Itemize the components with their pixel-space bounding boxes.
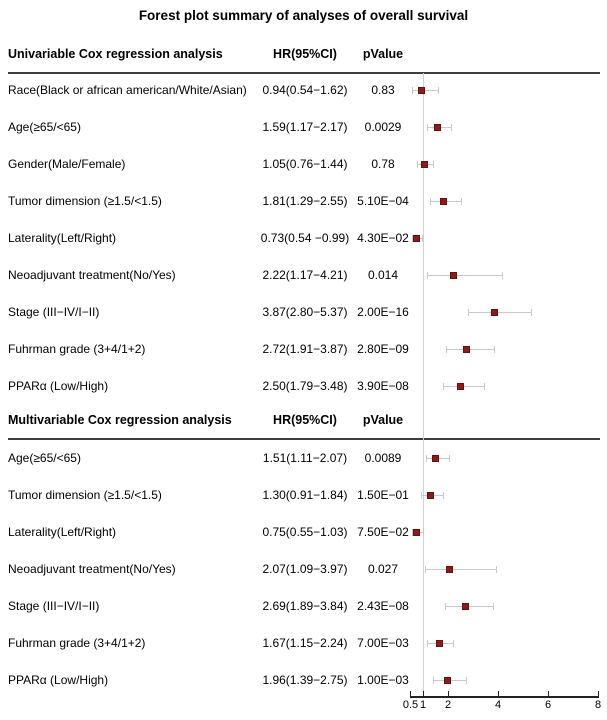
ci-cap-right — [531, 309, 532, 316]
ci-bar — [468, 312, 532, 313]
axis-tick — [498, 691, 499, 696]
axis-tick — [423, 691, 424, 696]
table-row — [0, 183, 607, 220]
ci-cap-right — [443, 492, 444, 499]
ci-cap-left — [412, 87, 413, 94]
section-header-univariable — [0, 36, 607, 72]
row-pvalue: 0.78 — [371, 157, 395, 171]
ci-cap-left — [427, 640, 428, 647]
ci-cap-left — [426, 455, 427, 462]
table-row — [0, 588, 607, 625]
row-hr-ci: 1.67(1.15−2.24) — [262, 636, 348, 650]
row-hr-ci: 0.94(0.54−1.62) — [262, 83, 348, 97]
table-row — [0, 625, 607, 662]
ci-cap-right — [496, 566, 497, 573]
row-label: Age(≥65/<65) — [8, 451, 81, 465]
row-hr-ci: 1.51(1.11−2.07) — [262, 451, 348, 465]
axis-tick — [410, 691, 411, 696]
axis-tick — [448, 691, 449, 696]
row-pvalue: 3.90E−08 — [357, 379, 409, 393]
row-pvalue: 0.0029 — [364, 120, 402, 134]
axis-tick-label: 1 — [419, 699, 427, 711]
row-hr-ci: 2.22(1.17−4.21) — [262, 268, 348, 282]
row-label: PPARα (Low/High) — [8, 673, 109, 687]
table-row — [0, 146, 607, 183]
row-label: PPARα (Low/High) — [8, 379, 109, 393]
ci-cap-left — [417, 161, 418, 168]
hr-marker — [463, 346, 470, 353]
hr-marker — [462, 603, 469, 610]
axis-tick — [548, 691, 549, 696]
table-row — [0, 331, 607, 368]
axis-tick-label: 2 — [444, 699, 452, 711]
table-row — [0, 477, 607, 514]
row-pvalue: 7.50E−02 — [357, 525, 409, 539]
row-hr-ci: 1.05(0.76−1.44) — [262, 157, 348, 171]
hr-marker — [436, 640, 443, 647]
ci-cap-right — [438, 87, 439, 94]
ci-bar — [427, 275, 503, 276]
row-label: Stage (III−IV/I−II) — [8, 305, 100, 319]
section-title: Univariable Cox regression analysis — [8, 47, 223, 61]
ci-cap-right — [466, 677, 467, 684]
ci-cap-right — [484, 383, 485, 390]
ci-cap-left — [421, 492, 422, 499]
row-pvalue: 2.00E−16 — [357, 305, 409, 319]
table-row — [0, 109, 607, 146]
row-hr-ci: 1.30(0.91−1.84) — [262, 488, 348, 502]
page-title: Forest plot summary of analyses of overall survival — [138, 8, 469, 23]
table-row — [0, 257, 607, 294]
table-row — [0, 440, 607, 477]
hr-marker — [427, 492, 434, 499]
ci-cap-right — [449, 455, 450, 462]
ci-cap-left — [430, 198, 431, 205]
row-label: Laterality(Left/Right) — [8, 231, 117, 245]
row-label: Fuhrman grade (3+4/1+2) — [8, 636, 146, 650]
axis-tick — [598, 691, 599, 696]
row-label: Neoadjuvant treatment(No/Yes) — [8, 268, 176, 282]
row-label: Tumor dimension (≥1.5/<1.5) — [8, 488, 162, 502]
ci-cap-right — [422, 235, 423, 242]
ci-cap-right — [453, 640, 454, 647]
ci-bar — [412, 90, 439, 91]
row-hr-ci: 2.69(1.89−3.84) — [262, 599, 348, 613]
row-pvalue: 0.014 — [367, 268, 399, 282]
row-pvalue: 0.027 — [367, 562, 399, 576]
column-header-pvalue: pValue — [362, 413, 404, 427]
column-header-pvalue: pValue — [362, 47, 404, 61]
row-pvalue: 7.00E−03 — [357, 636, 409, 650]
section-header-multivariable — [0, 403, 607, 438]
ci-cap-right — [433, 161, 434, 168]
ci-bar — [446, 349, 495, 350]
row-pvalue: 0.0089 — [364, 451, 402, 465]
ci-bar — [425, 569, 497, 570]
ci-bar — [445, 606, 494, 607]
ci-cap-right — [494, 346, 495, 353]
row-hr-ci: 3.87(2.80−5.37) — [262, 305, 348, 319]
section-title: Multivariable Cox regression analysis — [8, 413, 232, 427]
row-label: Neoadjuvant treatment(No/Yes) — [8, 562, 176, 576]
ci-cap-left — [468, 309, 469, 316]
row-pvalue: 4.30E−02 — [357, 231, 409, 245]
row-pvalue: 2.80E−09 — [357, 342, 409, 356]
hr-marker — [457, 383, 464, 390]
ci-cap-right — [502, 272, 503, 279]
table-row — [0, 368, 607, 405]
table-row — [0, 551, 607, 588]
row-label: Laterality(Left/Right) — [8, 525, 117, 539]
ci-cap-left — [427, 272, 428, 279]
ci-cap-right — [461, 198, 462, 205]
table-row — [0, 72, 607, 109]
ci-cap-left — [425, 566, 426, 573]
ci-cap-right — [423, 529, 424, 536]
ci-cap-left — [443, 383, 444, 390]
hr-marker — [413, 235, 420, 242]
hr-marker — [440, 198, 447, 205]
hr-marker — [434, 124, 441, 131]
ci-cap-left — [433, 677, 434, 684]
row-label: Fuhrman grade (3+4/1+2) — [8, 342, 146, 356]
table-row — [0, 220, 607, 257]
row-hr-ci: 1.96(1.39−2.75) — [262, 673, 348, 687]
hr-marker — [432, 455, 439, 462]
row-label: Stage (III−IV/I−II) — [8, 599, 100, 613]
row-label: Tumor dimension (≥1.5/<1.5) — [8, 194, 162, 208]
table-row — [0, 514, 607, 551]
row-pvalue: 0.83 — [371, 83, 395, 97]
hr-marker — [421, 161, 428, 168]
row-label: Gender(Male/Female) — [8, 157, 126, 171]
row-hr-ci: 2.72(1.91−3.87) — [262, 342, 348, 356]
hr-marker — [446, 566, 453, 573]
column-header-hr: HR(95%CI) — [273, 413, 337, 427]
table-row — [0, 662, 607, 699]
axis-tick-label: 6 — [544, 699, 552, 711]
column-header-hr: HR(95%CI) — [273, 47, 337, 61]
ci-cap-right — [451, 124, 452, 131]
hr-marker — [413, 529, 420, 536]
row-hr-ci: 0.75(0.55−1.03) — [262, 525, 348, 539]
row-label: Age(≥65/<65) — [8, 120, 81, 134]
ci-cap-left — [427, 124, 428, 131]
row-hr-ci: 1.81(1.29−2.55) — [262, 194, 348, 208]
hr-marker — [444, 677, 451, 684]
row-pvalue: 1.50E−01 — [357, 488, 409, 502]
row-hr-ci: 1.59(1.17−2.17) — [262, 120, 348, 134]
x-axis-line — [410, 696, 599, 698]
ci-cap-right — [493, 603, 494, 610]
row-pvalue: 1.00E−03 — [357, 673, 409, 687]
ci-cap-left — [446, 346, 447, 353]
row-hr-ci: 2.50(1.79−3.48) — [262, 379, 348, 393]
hr-marker — [450, 272, 457, 279]
row-hr-ci: 0.73(0.54 −0.99) — [260, 231, 350, 245]
axis-tick-label: 0.5 — [402, 699, 419, 711]
row-pvalue: 5.10E−04 — [357, 194, 409, 208]
row-pvalue: 2.43E−08 — [357, 599, 409, 613]
row-label: Race(Black or african american/White/Asian) — [8, 83, 247, 97]
ci-cap-left — [445, 603, 446, 610]
axis-tick-label: 4 — [494, 699, 502, 711]
hr-marker — [418, 87, 425, 94]
hr-marker — [491, 309, 498, 316]
row-hr-ci: 2.07(1.09−3.97) — [262, 562, 348, 576]
axis-tick-label: 8 — [594, 699, 602, 711]
